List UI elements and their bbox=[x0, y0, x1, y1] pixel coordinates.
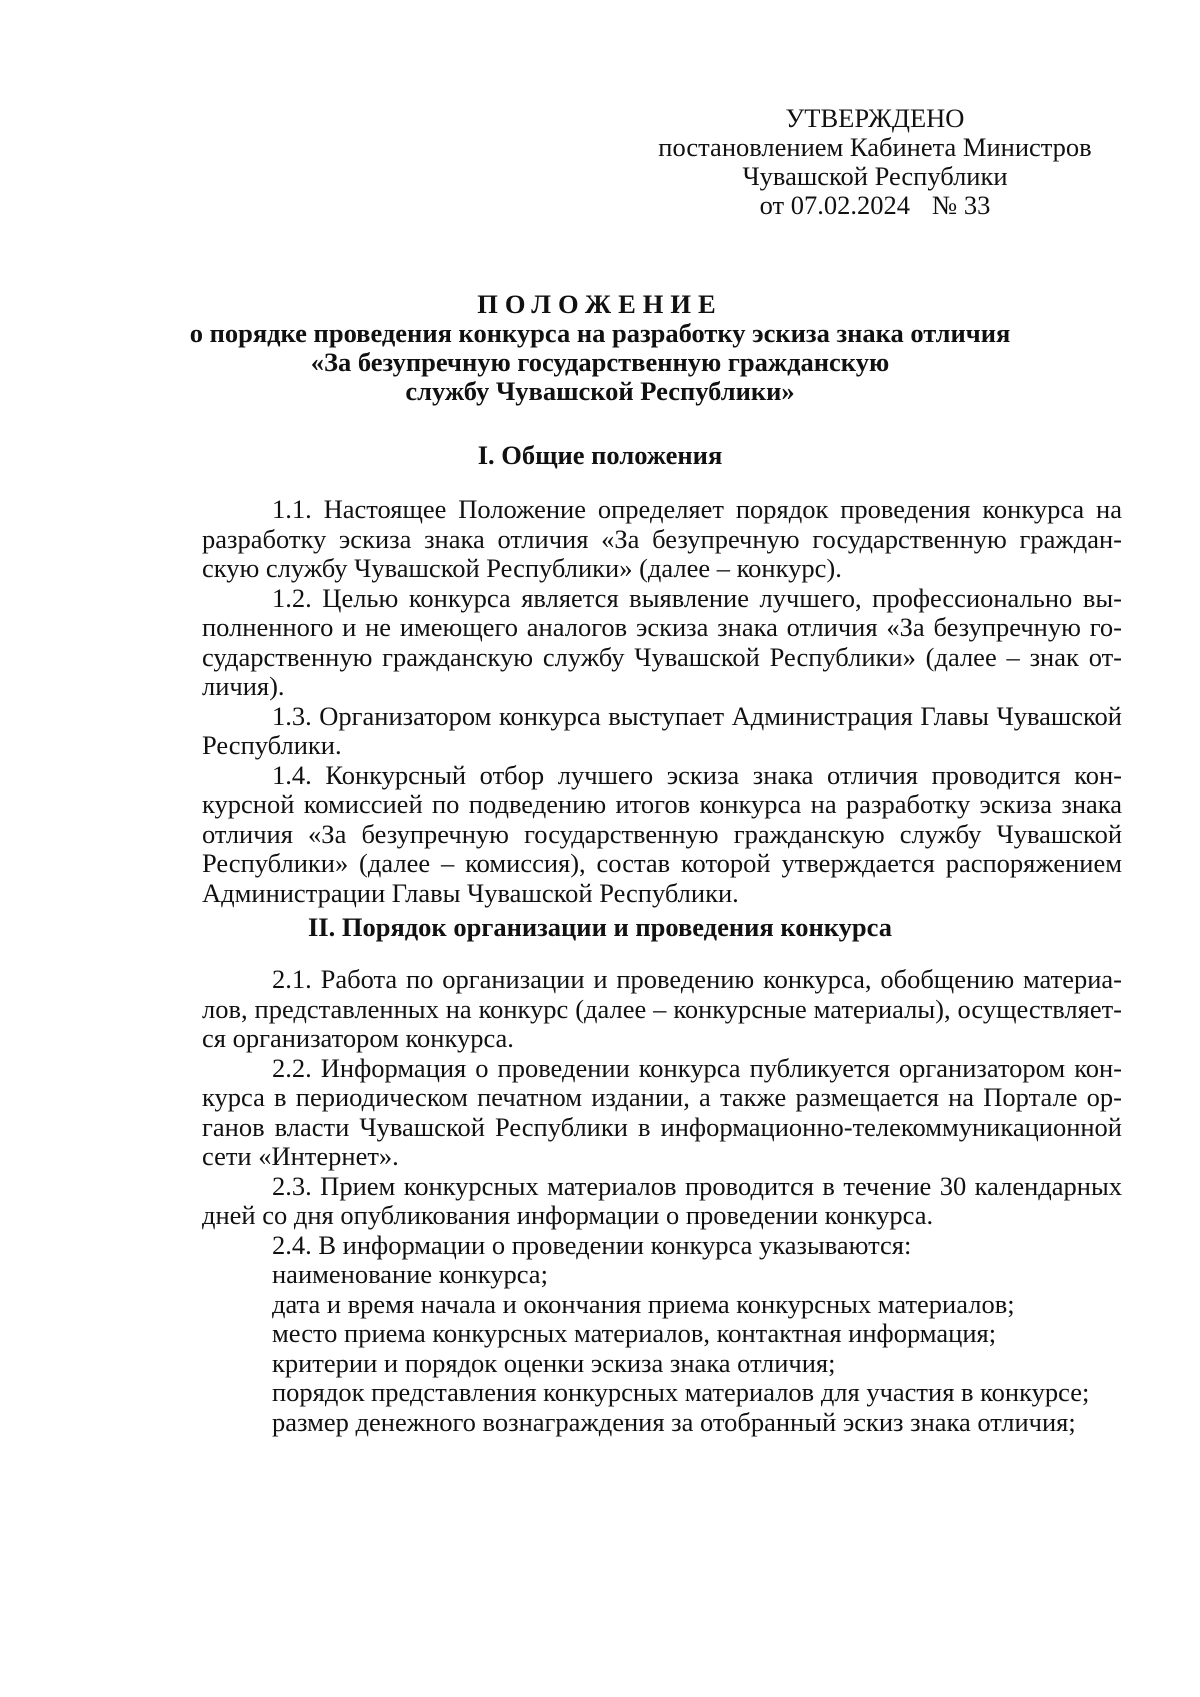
text-line: отличия «За безупречную государственную гражданскую службу Чувашской bbox=[202, 818, 1122, 849]
section-2-heading: II. Порядок организации и проведения конкурса bbox=[307, 912, 893, 942]
title-line-1: о порядке проведения конкурса на разработку эскиза знака отличия bbox=[189, 318, 1011, 348]
text-line: курса в периодическом печатном издании, а также размещается на Портале ор- bbox=[202, 1082, 1122, 1112]
approval-authority: постановлением Кабинета Министров bbox=[658, 132, 1092, 162]
text-line: Администрации Главы Чувашской Республики. bbox=[202, 877, 739, 908]
text-line: 1.4. Конкурсный отбор лучшего эскиза знака отличия проводится кон- bbox=[272, 759, 1122, 790]
list-item: наименование конкурса; bbox=[272, 1259, 548, 1289]
text-line: 1.1. Настоящее Положение определяет порядок проведения конкурса на bbox=[272, 494, 1122, 524]
list-item: критерии и порядок оценки эскиза знака отличия; bbox=[272, 1347, 836, 1378]
list-item: размер денежного вознаграждения за отобранный эскиз знака отличия; bbox=[272, 1406, 1076, 1437]
approval-region: Чувашской Республики bbox=[742, 161, 1008, 191]
approval-status: УТВЕРЖДЕНО bbox=[785, 103, 965, 133]
text-line: личия). bbox=[202, 671, 285, 701]
text-line: ся организатором конкурса. bbox=[202, 1023, 514, 1053]
text-line: сударственную гражданскую службу Чувашской Республики» (далее – знак от- bbox=[202, 641, 1122, 672]
approval-number: № 33 bbox=[931, 190, 991, 220]
text-line: 2.4. В информации о проведении конкурса указываются: bbox=[272, 1229, 912, 1260]
list-item: место приема конкурсных материалов, контактная информация; bbox=[272, 1318, 997, 1348]
text-line: 1.2. Целью конкурса является выявление лучшего, профессионально вы- bbox=[272, 582, 1122, 613]
text-line: курсной комиссией по подведению итогов конкурса на разработку эскиза знака bbox=[202, 789, 1122, 819]
list-item: дата и время начала и окончания приема конкурсных материалов; bbox=[272, 1288, 1015, 1319]
text-line: 2.1. Работа по организации и проведению конкурса, обобщению материа- bbox=[272, 964, 1122, 994]
text-line: Республики. bbox=[202, 730, 342, 760]
document-title bbox=[150, 290, 1050, 406]
approval-date: от 07.02.2024 bbox=[759, 190, 910, 220]
approval-stamp bbox=[640, 104, 1110, 220]
text-line: 2.3. Прием конкурсных материалов проводится в течение 30 календарных bbox=[272, 1170, 1122, 1201]
text-line: 1.3. Организатором конкурса выступает Администрация Главы Чувашской bbox=[272, 700, 1122, 731]
section-1-body bbox=[202, 495, 1122, 908]
text-line: сети «Интернет». bbox=[202, 1141, 399, 1171]
text-line: полненного и не имеющего аналогов эскиза знака отличия «За безупречную го- bbox=[202, 612, 1122, 642]
text-line: лов, представленных на конкурс (далее – конкурсные материалы), осуществляет- bbox=[202, 993, 1122, 1024]
text-line: дней со дня опубликования информации о проведении конкурса. bbox=[202, 1200, 934, 1230]
title-line-3: службу Чувашской Республики» bbox=[405, 376, 795, 406]
title-word: ПОЛОЖЕНИЕ bbox=[477, 289, 723, 319]
text-line: ганов власти Чувашской Республики в информационно-телекоммуникационной bbox=[202, 1111, 1122, 1142]
text-line: Республики» (далее – комиссия), состав которой утверждается распоряжением bbox=[202, 848, 1122, 878]
section-2-body bbox=[202, 965, 1122, 1437]
text-line: скую службу Чувашской Республики» (далее – конкурс). bbox=[202, 553, 842, 583]
title-line-2: «За безупречную государственную гражданскую bbox=[310, 347, 890, 377]
approval-date-number bbox=[640, 191, 1110, 220]
section-1-heading: I. Общие положения bbox=[477, 440, 723, 470]
list-item: порядок представления конкурсных материалов для участия в конкурсе; bbox=[272, 1377, 1090, 1407]
text-line: разработку эскиза знака отличия «За безупречную государственную граждан- bbox=[202, 523, 1122, 554]
text-line: 2.2. Информация о проведении конкурса публикуется организатором кон- bbox=[272, 1052, 1122, 1083]
